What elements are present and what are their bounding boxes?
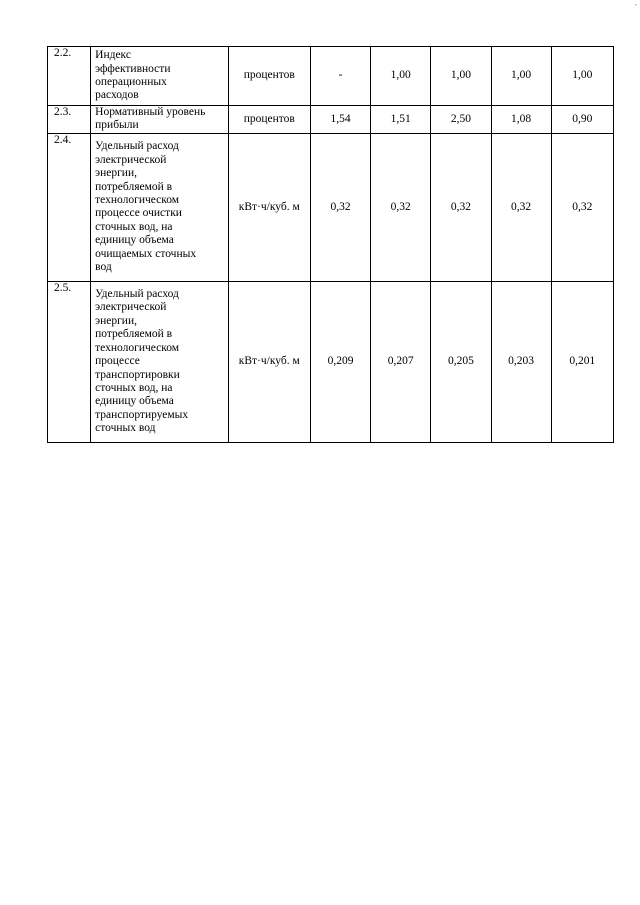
value-cell: 0,32 — [491, 133, 551, 281]
value-cell: 0,201 — [551, 281, 613, 442]
unit-cell: процентов — [228, 106, 310, 134]
value-cell: 0,32 — [551, 133, 613, 281]
value-cell: 0,32 — [310, 133, 370, 281]
table-row — [48, 106, 614, 134]
indicator-name: Удельный расход электрической энергии, потребляемой в технологическом процессе очистки сточных вод, на единицу объема очищаемых сточных вод — [91, 133, 228, 281]
unit-cell: кВт·ч/куб. м — [228, 281, 310, 442]
value-cell: 1,00 — [431, 47, 491, 106]
unit-cell: процентов — [228, 47, 310, 106]
unit-cell: кВт·ч/куб. м — [228, 133, 310, 281]
value-cell: - — [310, 47, 370, 106]
value-cell: 1,54 — [310, 106, 370, 134]
indicator-name: Нормативный уровень прибыли — [91, 106, 228, 134]
value-cell: 1,00 — [491, 47, 551, 106]
table-row — [48, 281, 614, 442]
row-number: 2.2. — [48, 47, 91, 106]
row-number: 2.5. — [48, 281, 91, 442]
value-cell: 1,00 — [551, 47, 613, 106]
value-cell: 0,209 — [310, 281, 370, 442]
value-cell: 0,32 — [371, 133, 431, 281]
value-cell: 1,00 — [371, 47, 431, 106]
indicator-name: Индекс эффективности операционных расходов — [91, 47, 228, 106]
value-cell: 0,203 — [491, 281, 551, 442]
table-row — [48, 47, 614, 106]
value-cell: 1,08 — [491, 106, 551, 134]
value-cell: 0,207 — [371, 281, 431, 442]
row-number: 2.4. — [48, 133, 91, 281]
value-cell: 0,205 — [431, 281, 491, 442]
indicator-name: Удельный расход электрической энергии, потребляемой в технологическом процессе транспортировки сточных вод, на единицу объема транспортируемых сточных вод — [91, 281, 228, 442]
value-cell: 0,32 — [431, 133, 491, 281]
value-cell: 0,90 — [551, 106, 613, 134]
page-corner-mark: ’ — [634, 3, 637, 11]
indicators-table — [47, 46, 614, 443]
row-number: 2.3. — [48, 106, 91, 134]
value-cell: 1,51 — [371, 106, 431, 134]
value-cell: 2,50 — [431, 106, 491, 134]
table-row — [48, 133, 614, 281]
